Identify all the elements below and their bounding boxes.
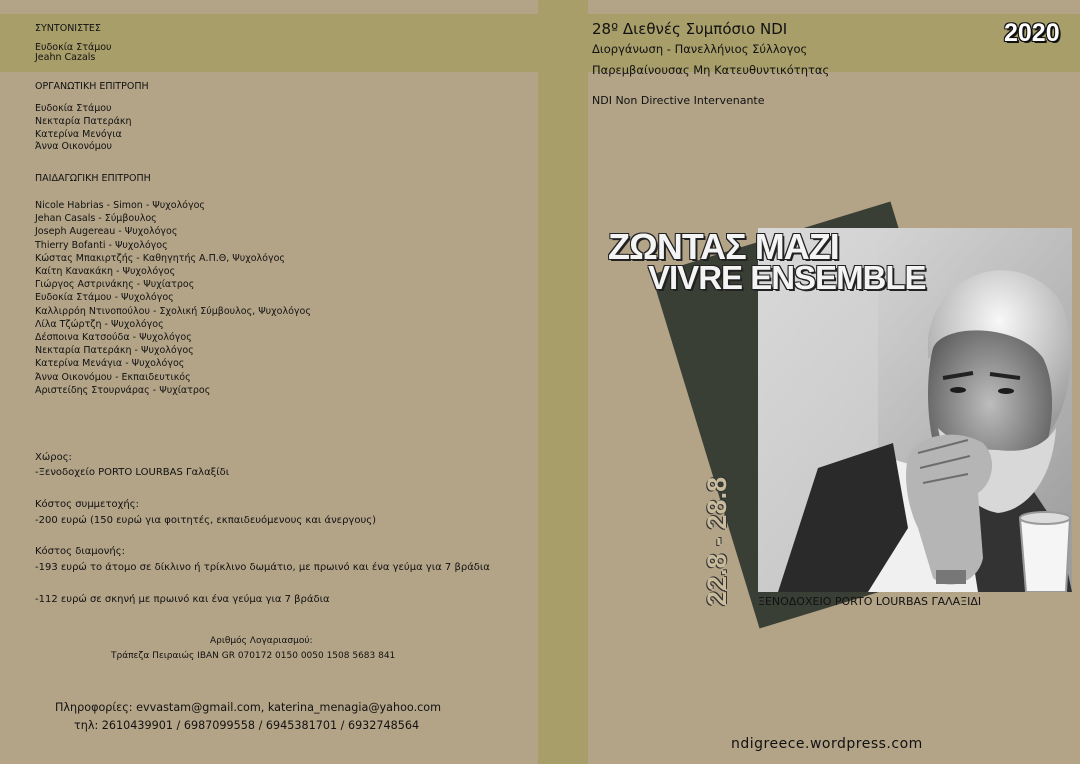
organizing-heading: ΟΡΓΑΝΩΤΙΚΗ ΕΠΙΤΡΟΠΗ [35,81,149,92]
ndi-subtitle: NDI Non Directive Intervenante [592,94,765,107]
pedagogical-member: Jehan Casals - Σύμβουλος [35,213,157,225]
organizer-line-2: Παρεμβαίνουσας Μη Κατευθυντικότητας [592,63,830,77]
coordinators-list [35,43,112,63]
account-heading: Αριθμός Λογαριασμού: [210,636,313,646]
pedagogical-member: Καλλιρρόη Ντινοπούλου - Σχολική Σύμβουλος, Ψυχολόγος [35,305,311,317]
organizing-member: Κατερίνα Μενόγια [35,128,122,140]
organizing-member: Άννα Οικονόμου [35,141,113,153]
vertical-band [538,0,588,764]
pedagogical-member: Καίτη Κανακάκη - Ψυχολόγος [35,266,176,278]
stay-text-2: -112 ευρώ σε σκηνή με πρωινό και ένα γεύμα για 7 βράδια [35,594,330,605]
pedagogical-member: Νεκταρία Πατεράκη - Ψυχολόγος [35,345,194,357]
pedagogical-member: Ευδοκία Στάμου - Ψυχολόγος [35,292,174,304]
pedagogical-member: Άννα Οικονόμου - Εκπαιδευτικός [35,371,191,383]
account-number: Τράπεζα Πειραιώς IBAN GR 070172 0150 0050 1508 5683 841 [111,651,396,661]
organizing-member: Ευδοκία Στάμου [35,103,112,114]
pedagogical-member: Κατερίνα Μενάγια - Ψυχολόγος [35,358,185,370]
venue-heading: Χώρος: [35,452,72,463]
pedagogical-member: Nicole Habrias - Simon - Ψυχολόγος [35,200,206,211]
stay-text-1: -193 ευρώ το άτομο σε δίκλινο ή τρίκλινο δωμάτιο, με πρωινό και ένα γεύμα για 7 βράδια [35,562,490,573]
cost-heading: Κόστος συμμετοχής: [35,499,139,510]
coordinator-name: Ευδοκία Στάμου [35,42,112,53]
event-dates: 22.8 - 28.8 [702,476,732,606]
organizing-list [35,103,132,154]
website-link[interactable]: ndigreece.wordpress.com [731,736,923,752]
pedagogical-member: Κώστας Μπακιρτζής - Καθηγητής Α.Π.Θ, Ψυχολόγος [35,252,285,264]
pedagogical-member: Γιώργος Αστρινάκης - Ψυχίατρος [35,279,195,291]
pedagogical-list [35,199,311,397]
pedagogical-member: Λίλα Τζώρτζη - Ψυχολόγος [35,318,164,330]
title-greek: ΖΩΝΤΑΣ ΜΑΖΙ [608,226,839,267]
info-emails: Πληροφορίες: evvastam@gmail.com, katerina_menagia@yahoo.com [55,701,442,714]
year-label: 2020 [1004,19,1060,47]
cost-text: -200 ευρώ (150 ευρώ για φοιτητές, εκπαιδευόμενους και άνεργους) [35,515,377,526]
title-french: VIVRE ENSEMBLE [648,259,926,296]
stay-heading: Κόστος διαμονής: [35,546,125,557]
pedagogical-member: Δέσποινα Κατσούδα - Ψυχολόγος [35,332,192,344]
pedagogical-heading: ΠΑΙΔΑΓΩΓΙΚΗ ΕΠΙΤΡΟΠΗ [35,173,151,184]
coordinators-heading: ΣΥΝΤΟΝΙΣΤΕΣ [35,23,101,34]
venue-text: -Ξενοδοχείο PORTO LOURBAS Γαλαξίδι [35,467,230,478]
symposium-title: 28º Διεθνές Συμπόσιο NDI [592,20,788,38]
pedagogical-member: Thierry Bofanti - Ψυχολόγος [35,239,168,251]
info-phones: τηλ: 2610439901 / 6987099558 / 6945381701 / 6932748564 [74,719,420,732]
pedagogical-member: Αριστείδης Στουρνάρας - Ψυχίατρος [35,384,211,396]
pedagogical-member: Joseph Augereau - Ψυχολόγος [35,226,178,238]
hotel-caption: ΞΕΝΟΔΟΧΕΙΟ PORTO LOURBAS ΓΑΛΑΞΙΔΙ [758,595,982,608]
organizer-line-1: Διοργάνωση - Πανελλήνιος Σύλλογος [592,42,808,56]
organizing-member: Νεκταρία Πατεράκη [35,115,132,127]
coordinator-name: Jeahn Cazals [35,52,96,63]
